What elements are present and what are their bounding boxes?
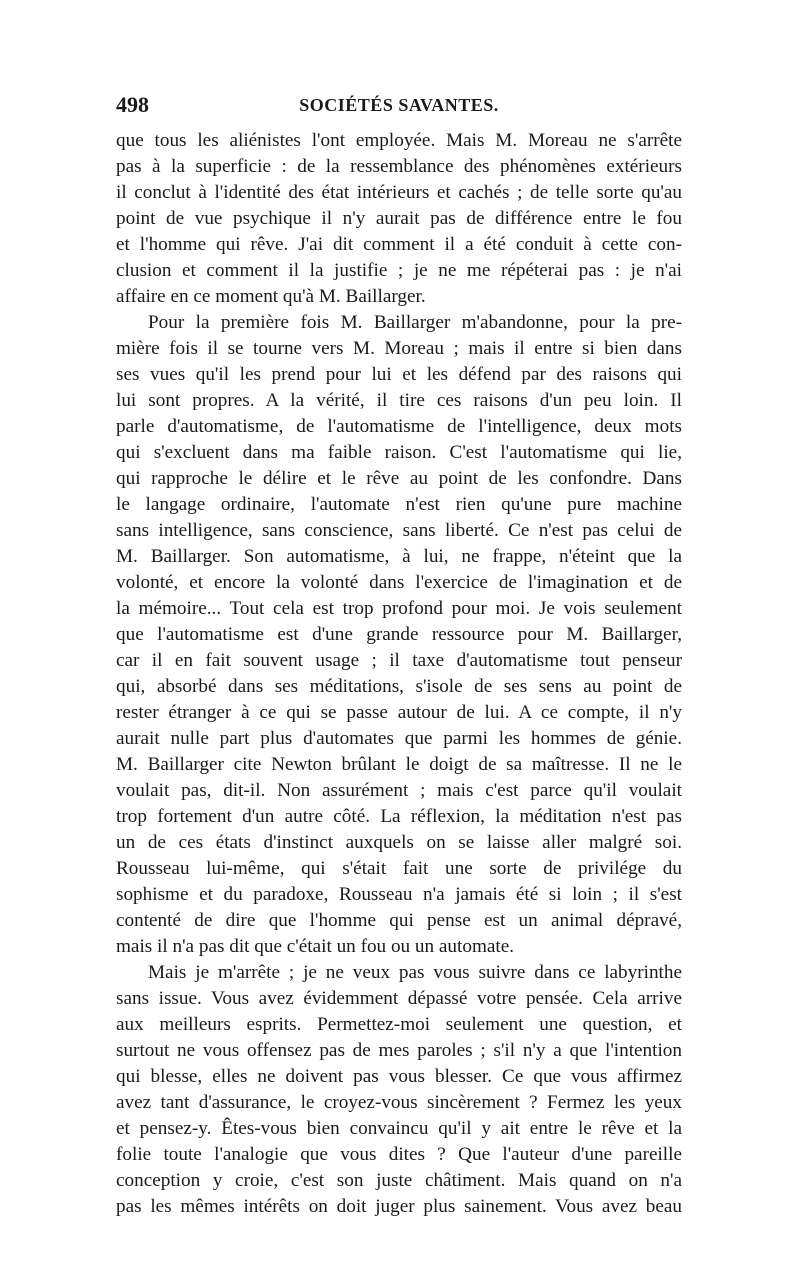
text-line: et l'homme qui rêve. J'ai dit comment il a été conduit à cette con- [116, 234, 682, 255]
text-line: ses vues qu'il les prend pour lui et les défend par des raisons qui [116, 364, 682, 385]
page-number: 498 [116, 92, 149, 117]
text-line: volonté, et encore la volonté dans l'exercice de l'imagination et de [116, 572, 682, 593]
text-line: Pour la première fois M. Baillarger m'abandonne, pour la pre- [148, 312, 682, 333]
text-line: le langage ordinaire, l'automate n'est rien qu'une pure machine [116, 494, 682, 515]
text-line: qui s'excluent dans ma faible raison. C'est l'automatisme qui lie, [116, 442, 682, 463]
text-line: aux meilleurs esprits. Permettez-moi seulement une question, et [116, 1014, 682, 1035]
text-line: sophisme et du paradoxe, Rousseau n'a jamais été si loin ; il s'est [116, 884, 682, 905]
text-line: M. Baillarger. Son automatisme, à lui, ne frappe, n'éteint que la [116, 546, 682, 567]
text-line: la mémoire... Tout cela est trop profond pour moi. Je vois seulement [116, 598, 682, 619]
text-line: clusion et comment il la justifie ; je ne me répéterai pas : je n'ai [116, 260, 682, 281]
text-line: point de vue psychique il n'y aurait pas de différence entre le fou [116, 208, 682, 229]
text-line: car il en fait souvent usage ; il taxe d'automatisme tout penseur [116, 650, 682, 671]
text-line: voulait pas, dit-il. Non assurément ; mais c'est parce qu'il voulait [116, 780, 682, 801]
text-line: que tous les aliénistes l'ont employée. Mais M. Moreau ne s'arrête [116, 130, 682, 151]
text-line: pas les mêmes intérêts on doit juger plus sainement. Vous avez beau [116, 1196, 682, 1217]
text-line: contenté de dire que l'homme qui pense est un animal dépravé, [116, 910, 682, 931]
body-text [116, 128, 682, 1220]
text-line: Mais je m'arrête ; je ne veux pas vous suivre dans ce labyrinthe [148, 962, 682, 983]
text-line: qui blesse, elles ne doivent pas vous blesser. Ce que vous affirmez [116, 1066, 682, 1087]
paragraph [116, 960, 682, 1220]
text-line: affaire en ce moment qu'à M. Baillarger. [116, 286, 426, 307]
text-line: rester étranger à ce qui se passe autour de lui. A ce compte, il n'y [116, 702, 682, 723]
running-head: SOCIÉTÉS SAVANTES. [299, 94, 499, 115]
paragraph [116, 128, 682, 310]
page-header [116, 90, 682, 120]
text-line: M. Baillarger cite Newton brûlant le doigt de sa maîtresse. Il ne le [116, 754, 682, 775]
text-line: lui sont propres. A la vérité, il tire ces raisons d'un peu loin. Il [116, 390, 682, 411]
text-line: un de ces états d'instinct auxquels on se laisse aller malgré soi. [116, 832, 682, 853]
text-line: surtout ne vous offensez pas de mes paroles ; s'il n'y a que l'intention [116, 1040, 682, 1061]
text-line: pas à la superficie : de la ressemblance des phénomènes extérieurs [116, 156, 682, 177]
text-line: qui, absorbé dans ses méditations, s'isole de ses sens au point de [116, 676, 682, 697]
text-line: mière fois il se tourne vers M. Moreau ; mais il entre si bien dans [116, 338, 682, 359]
text-line: Rousseau lui-même, qui s'était fait une sorte de privilége du [116, 858, 682, 879]
text-line: folie toute l'analogie que vous dites ? Que l'auteur d'une pareille [116, 1144, 682, 1165]
text-line: conception y croie, c'est son juste châtiment. Mais quand on n'a [116, 1170, 682, 1191]
text-line: et pensez-y. Êtes-vous bien convaincu qu'il y ait entre le rêve et la [116, 1118, 682, 1139]
text-line: que l'automatisme est d'une grande ressource pour M. Baillarger, [116, 624, 682, 645]
text-line: aurait nulle part plus d'automates que parmi les hommes de génie. [116, 728, 682, 749]
text-line: il conclut à l'identité des état intérieurs et cachés ; de telle sorte qu'au [116, 182, 682, 203]
text-line: qui rapproche le délire et le rêve au point de les confondre. Dans [116, 468, 682, 489]
text-line: parle d'automatisme, de l'automatisme de l'intelligence, deux mots [116, 416, 682, 437]
text-line: avez tant d'assurance, le croyez-vous sincèrement ? Fermez les yeux [116, 1092, 682, 1113]
text-line: mais il n'a pas dit que c'était un fou ou un automate. [116, 936, 515, 957]
paragraph [116, 310, 682, 960]
text-line: trop fortement d'un autre côté. La réflexion, la méditation n'est pas [116, 806, 682, 827]
text-line: sans issue. Vous avez évidemment dépassé votre pensée. Cela arrive [116, 988, 682, 1009]
text-line: sans intelligence, sans conscience, sans liberté. Ce n'est pas celui de [116, 520, 682, 541]
